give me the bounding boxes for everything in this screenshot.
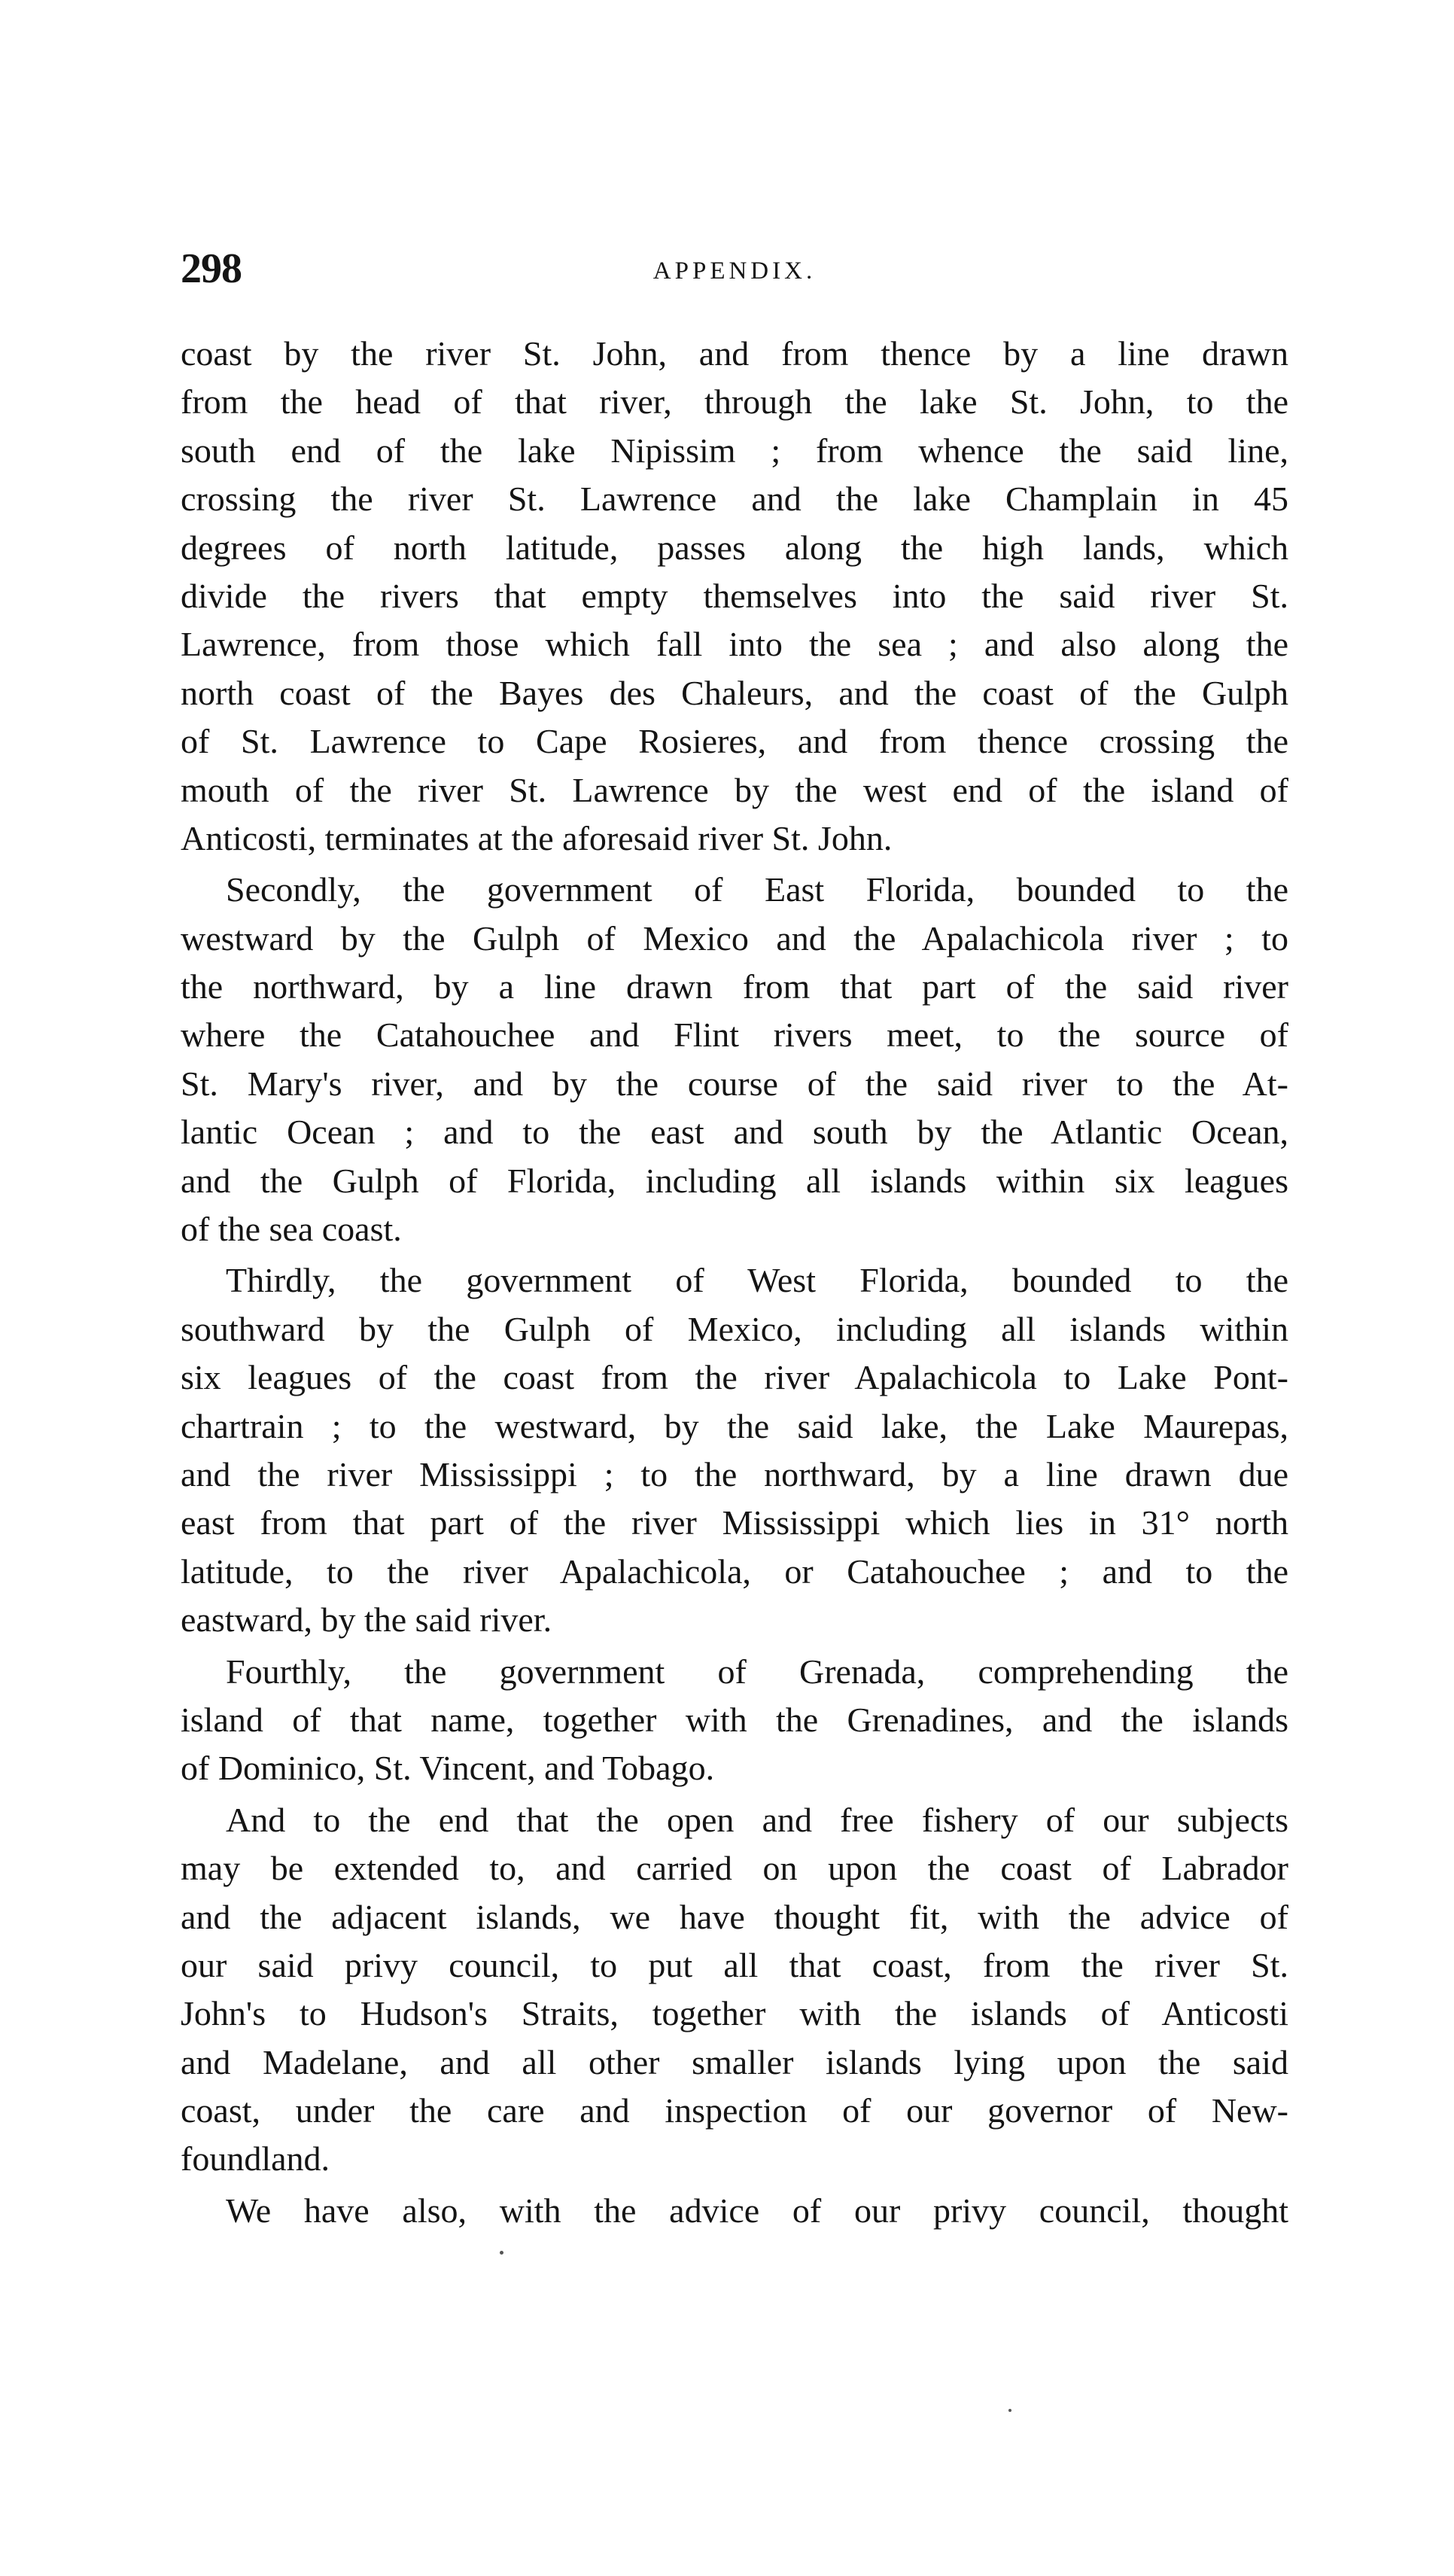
text-line: island of that name, together with the Grenadines, and the islands [181, 1700, 1288, 1739]
text-line: Secondly, the government of East Florida, bounded to the [226, 870, 1288, 909]
text-line: where the Catahouchee and Flint rivers meet, to the source of [181, 1015, 1288, 1055]
text-line: north coast of the Bayes des Chaleurs, and the coast of the Gulph [181, 673, 1288, 712]
text-line: And to the end that the open and free fishery of our subjects [226, 1800, 1288, 1839]
text-line: and the river Mississippi ; to the northward, by a line drawn due [181, 1454, 1288, 1494]
text-line: may be extended to, and carried on upon the coast of Labrador [181, 1849, 1288, 1888]
running-title: APPENDIX. [652, 257, 817, 285]
text-line: coast, under the care and inspection of our governor of New- [181, 2091, 1288, 2130]
text-line: of the sea coast. [181, 1210, 402, 1249]
paragraph-east-florida [181, 866, 1288, 1253]
page-header [181, 242, 1288, 295]
text-line: mouth of the river St. Lawrence by the west end of the island of [181, 770, 1288, 809]
text-line: of St. Lawrence to Cape Rosieres, and from thence crossing the [181, 722, 1288, 761]
paragraph-grenada [181, 1648, 1288, 1793]
text-line: south end of the lake Nipissim ; from whence the said line, [181, 431, 1288, 470]
text-line: latitude, to the river Apalachicola, or Catahouchee ; and to the [181, 1551, 1288, 1591]
print-speck [1008, 2409, 1011, 2412]
text-line: and the Gulph of Florida, including all islands within six leagues [181, 1161, 1288, 1200]
text-line: our said privy council, to put all that coast, from the river St. [181, 1945, 1288, 1984]
text-line: John's to Hudson's Straits, together with the islands of Anticosti [181, 1994, 1288, 2033]
text-line: lantic Ocean ; and to the east and south by the Atlantic Ocean, [181, 1113, 1288, 1152]
text-line: westward by the Gulph of Mexico and the Apalachicola river ; to [181, 918, 1288, 958]
text-line: We have also, with the advice of our privy council, thought [226, 2191, 1288, 2230]
text-line: east from that part of the river Mississippi which lies in 31° north [181, 1503, 1288, 1542]
paragraph-west-florida [181, 1256, 1288, 1644]
body-text [181, 330, 1288, 2238]
text-line: six leagues of the coast from the river Apalachicola to Lake Pont- [181, 1358, 1288, 1397]
print-speck [500, 2251, 503, 2255]
paragraph-fishery [181, 1796, 1288, 2184]
text-line: the northward, by a line drawn from that part of the said river [181, 967, 1288, 1006]
text-line: of Dominico, St. Vincent, and Tobago. [181, 1749, 715, 1788]
text-line: Fourthly, the government of Grenada, comprehending the [226, 1652, 1288, 1691]
text-line: chartrain ; to the westward, by the said lake, the Lake Maurepas, [181, 1406, 1288, 1445]
text-line: and the adjacent islands, we have thought fit, with the advice of [181, 1897, 1288, 1936]
text-line: divide the rivers that empty themselves into the said river St. [181, 576, 1288, 615]
page-number: 298 [181, 245, 242, 292]
text-line: degrees of north latitude, passes along the high lands, which [181, 528, 1288, 567]
paragraph-boundaries-continued [181, 330, 1288, 863]
text-line: St. Mary's river, and by the course of the said river to the At- [181, 1064, 1288, 1103]
text-line: foundland. [181, 2139, 330, 2179]
text-line: crossing the river St. Lawrence and the lake Champlain in 45 [181, 480, 1288, 519]
text-line: and Madelane, and all other smaller islands lying upon the said [181, 2042, 1288, 2081]
text-line: Lawrence, from those which fall into the sea ; and also along the [181, 625, 1288, 664]
text-line: Thirdly, the government of West Florida, bounded to the [226, 1261, 1288, 1300]
text-line: southward by the Gulph of Mexico, including all islands within [181, 1309, 1288, 1348]
text-line: from the head of that river, through the lake St. John, to the [181, 382, 1288, 422]
paragraph-privy-council [181, 2187, 1288, 2235]
text-line: eastward, by the said river. [181, 1600, 552, 1640]
text-line: coast by the river St. John, and from thence by a line drawn [181, 334, 1288, 373]
text-line: Anticosti, terminates at the aforesaid river St. John. [181, 818, 893, 857]
